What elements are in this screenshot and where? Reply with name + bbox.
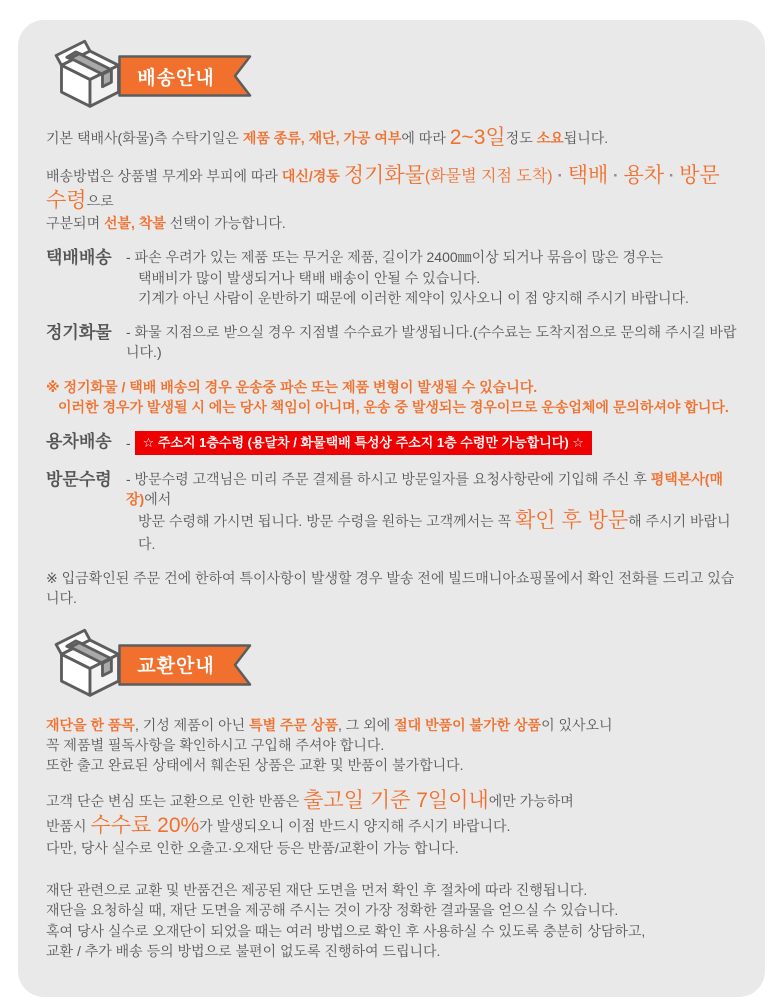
text-run: 2~3일 <box>449 126 506 149</box>
text-run: 됩니다. <box>563 130 609 146</box>
text-line <box>126 247 739 267</box>
text-line <box>46 377 739 397</box>
item-label: 용차배송 <box>46 432 112 452</box>
section-ribbon <box>118 55 252 97</box>
text-run: 정도 <box>505 130 537 146</box>
text-line <box>46 789 739 813</box>
section-title: 배송안내 <box>137 67 215 89</box>
text-run: ※ 입금확인된 주문 건에 한하여 특이사항이 발생할 경우 발송 전에 빌드매니아쇼핑몰에서 확인 전화를 드리고 있습니다. <box>46 569 735 607</box>
text-run: 선택이 가능합니다. <box>165 214 286 231</box>
text-line <box>46 880 739 900</box>
text-run: 방문 수령해 가시면 됩니다. 방문 수령을 원하는 고객께서는 꼭 <box>138 513 515 530</box>
text-line <box>126 431 739 455</box>
text-line <box>126 469 739 510</box>
text-run: 택배 <box>567 164 609 188</box>
text-run: 에서 <box>144 491 172 508</box>
package-box-icon <box>44 624 136 706</box>
text-run: 가 발생되오니 이점 반드시 양지해 주시기 바랍니다. <box>199 817 511 834</box>
text-run: 평택본사(매장) <box>126 470 723 508</box>
text-run: 꼭 제품별 필독사항을 확인하시고 구입해 주셔야 합니다. <box>46 736 385 753</box>
paragraph <box>46 789 739 858</box>
paragraph-content <box>46 568 739 609</box>
text-line <box>46 921 739 941</box>
paragraph <box>46 126 739 150</box>
paragraph-content <box>126 247 739 308</box>
labeled-paragraph <box>46 322 739 363</box>
text-line <box>46 814 739 838</box>
text-line <box>126 268 739 288</box>
text-run: 절대 반품이 불가한 상품 <box>394 716 542 733</box>
text-run: · <box>552 166 568 186</box>
text-run: 방문수령 <box>46 164 720 212</box>
labeled-paragraph <box>46 431 739 455</box>
text-run: 제품 종류, 재단, 가공 여부 <box>242 130 402 146</box>
package-box-icon <box>44 35 136 117</box>
text-run: 소요 <box>536 130 564 146</box>
shipping-section-header <box>44 34 739 118</box>
text-run: , 기성 제품이 아닌 <box>134 716 250 733</box>
text-line <box>46 755 739 775</box>
text-run: · <box>664 166 680 186</box>
exchange-section-header <box>44 623 739 707</box>
text-line <box>46 568 739 609</box>
text-run: 기계가 아닌 사람이 운반하기 때문에 이러한 제약이 있사오니 이 점 양지해 주시기 바랍니다. <box>138 289 689 306</box>
text-run: 구분되며 <box>46 214 104 231</box>
text-line <box>46 715 739 735</box>
item-label: 방문수령 <box>46 469 112 489</box>
text-run: ※ 정기화물 / 택배 배송의 경우 운송중 파손 또는 제품 변형이 발생될 수 있습니다. <box>46 378 538 395</box>
text-line <box>126 322 739 363</box>
text-run: 확인 후 방문 <box>515 509 629 533</box>
text-run: 이 있사오니 <box>541 716 613 733</box>
paragraph <box>46 715 739 776</box>
text-run: , 그 외에 <box>338 716 395 733</box>
paragraph <box>46 377 739 418</box>
text-run: 기본 택배사(화물)측 수탁기일은 <box>46 130 243 146</box>
paragraph <box>46 164 739 233</box>
paragraph <box>46 880 739 961</box>
red-highlight-text: ☆ 주소지 1층수령 (용달차 / 화물택배 특성상 주소지 1층 수령만 가능합니다) ☆ <box>135 431 592 455</box>
text-run: 반품시 <box>46 817 91 834</box>
text-run: 수수료 20% <box>90 813 200 837</box>
paragraph-content <box>46 377 739 418</box>
text-run: 이러한 경우가 발생될 시 에는 당사 책임이 아니며, 운송 중 발생되는 경우이므로 운송업체에 문의하셔야 합니다. <box>58 399 729 415</box>
item-label: 택배배송 <box>46 248 112 268</box>
text-run: 혹여 당사 실수로 오재단이 되었을 때는 여러 방법으로 확인 후 사용하실 수 있도록 충분히 상담하고, <box>46 922 646 939</box>
paragraph-content <box>126 469 739 554</box>
paragraph-content <box>126 322 739 363</box>
section-title: 교환안내 <box>137 656 215 678</box>
paragraph-content <box>46 715 739 776</box>
text-run: - 파손 우려가 있는 제품 또는 무거운 제품, 길이가 2400㎜이상 되거나 묶음이 많은 경우는 <box>126 249 664 266</box>
item-label: 정기화물 <box>46 323 112 343</box>
text-run: - 방문수령 고객님은 미리 주문 결제를 하시고 방문일자를 요청사항란에 기입해 주신 후 <box>126 470 651 487</box>
section-shipping <box>44 34 739 609</box>
text-run: 대신/경동 <box>281 168 344 185</box>
paragraph-content <box>46 789 739 858</box>
text-line <box>46 838 739 858</box>
text-run: 또한 출고 완료된 상태에서 훼손된 상품은 교환 및 반품이 불가합니다. <box>46 757 464 774</box>
text-line <box>46 164 739 213</box>
text-line <box>46 941 739 961</box>
text-run: 선불, 착불 <box>104 214 166 231</box>
text-run: 정기화물 <box>343 164 425 188</box>
text-line <box>46 213 739 233</box>
shipping-section-body <box>44 126 739 609</box>
text-run: 해 주시기 바랍니다. <box>138 513 731 552</box>
text-run: 다만, 당사 실수로 인한 오출고·오재단 등은 반품/교환이 가능 합니다. <box>46 839 459 856</box>
text-run: (화물별 지점 도착) <box>424 168 553 186</box>
shipping-exchange-notice-card <box>18 20 765 997</box>
paragraph-content <box>46 126 739 150</box>
text-run: · <box>608 166 624 186</box>
text-line <box>46 735 739 755</box>
section-exchange <box>44 623 739 962</box>
text-line <box>46 900 739 920</box>
text-run: 재단을 요청하실 때, 재단 도면을 제공해 주시는 것이 가장 정확한 결과물을 얻으실 수 있습니다. <box>46 902 619 919</box>
text-run: 용차 <box>623 164 665 188</box>
text-run: 택배비가 많이 발생되거나 택배 배송이 안될 수 있습니다. <box>138 269 481 286</box>
text-line <box>46 397 739 417</box>
text-run: 으로 <box>86 192 114 209</box>
text-line <box>126 509 739 553</box>
text-run: 출고일 기준 7일이내 <box>303 789 489 813</box>
text-run: - <box>126 435 135 452</box>
paragraph-content <box>46 164 739 233</box>
labeled-paragraph <box>46 469 739 554</box>
text-run: 교환 / 추가 배송 등의 방법으로 불편이 없도록 진행하여 드립니다. <box>46 942 441 959</box>
text-run: 고객 단순 변심 또는 교환으로 인한 반품은 <box>46 793 304 810</box>
paragraph-content <box>126 431 739 455</box>
text-run: 재단 관련으로 교환 및 반품건은 제공된 재단 도면을 먼저 확인 후 절차에 따라 진행됩니다. <box>46 881 588 898</box>
text-run: 배송방법은 상품별 무게와 부피에 따라 <box>46 168 282 185</box>
text-run: 재단을 한 품목 <box>46 716 135 733</box>
exchange-section-body <box>44 715 739 962</box>
paragraph <box>46 568 739 609</box>
text-run: 에만 가능하며 <box>488 793 574 810</box>
text-line <box>126 288 739 308</box>
text-run: 에 따라 <box>401 130 450 146</box>
section-ribbon <box>118 644 252 686</box>
text-run: 특별 주문 상품 <box>249 716 338 733</box>
text-line <box>46 126 739 150</box>
text-run: - 화물 지점으로 받으실 경우 지점별 수수료가 발생됩니다.(수수료는 도착지점으로 문의해 주시길 바랍니다.) <box>126 324 737 361</box>
labeled-paragraph <box>46 247 739 308</box>
paragraph-content <box>46 880 739 961</box>
